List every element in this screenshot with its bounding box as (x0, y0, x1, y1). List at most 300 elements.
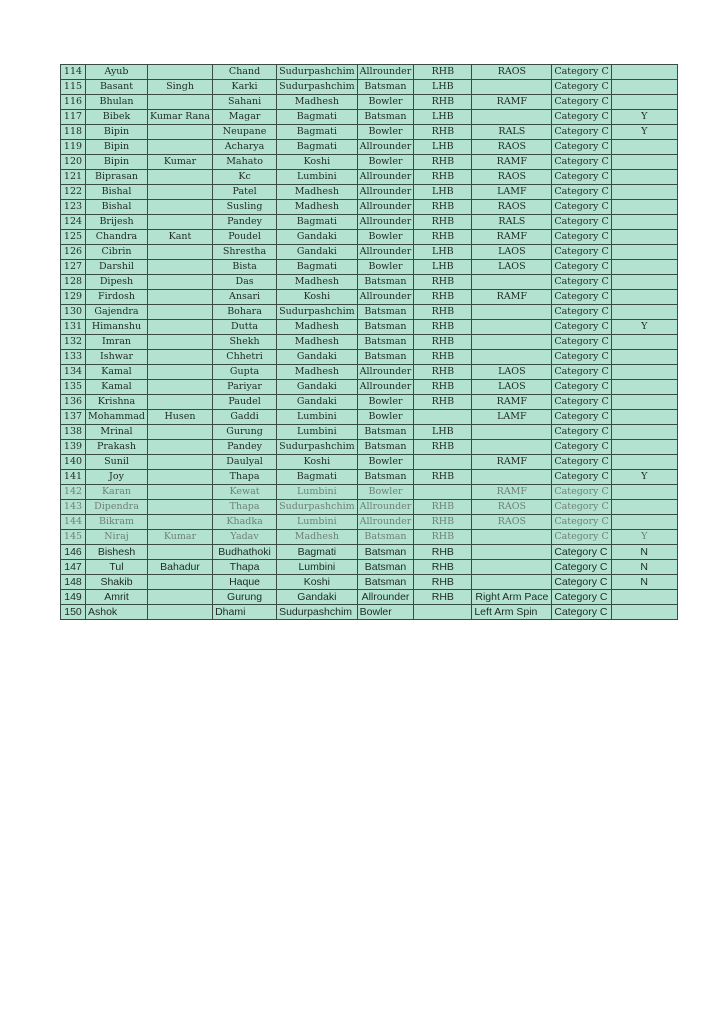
province-cell: Bagmati (277, 260, 358, 275)
batting-cell: LHB (414, 425, 472, 440)
province-cell: Lumbini (277, 410, 358, 425)
province-cell: Gandaki (277, 245, 358, 260)
num-cell: 130 (61, 305, 86, 320)
province-cell: Lumbini (277, 425, 358, 440)
last-name-cell: Kc (213, 170, 277, 185)
bowling-cell: LAOS (472, 365, 552, 380)
flag-cell: N (611, 545, 677, 560)
role-cell: Allrounder (357, 515, 414, 530)
flag-cell (611, 185, 677, 200)
batting-cell: RHB (414, 530, 472, 545)
last-name-cell: Susling (213, 200, 277, 215)
last-name-cell: Mahato (213, 155, 277, 170)
batting-cell (414, 455, 472, 470)
bowling-cell (472, 320, 552, 335)
bowling-cell (472, 530, 552, 545)
bowling-cell: RAOS (472, 170, 552, 185)
flag-cell (611, 290, 677, 305)
province-cell: Gandaki (277, 380, 358, 395)
table-row (61, 560, 678, 575)
bowling-cell (472, 335, 552, 350)
middle-name-cell (148, 575, 213, 590)
table-row (61, 230, 678, 245)
batting-cell: RHB (414, 575, 472, 590)
bowling-cell: RAOS (472, 200, 552, 215)
category-cell: Category C (552, 350, 611, 365)
role-cell: Bowler (357, 395, 414, 410)
num-cell: 139 (61, 440, 86, 455)
first-name-cell: Dipendra (86, 500, 148, 515)
bowling-cell (472, 305, 552, 320)
table-row (61, 185, 678, 200)
num-cell: 127 (61, 260, 86, 275)
last-name-cell: Chhetri (213, 350, 277, 365)
role-cell: Batsman (357, 350, 414, 365)
middle-name-cell (148, 605, 213, 620)
table-row (61, 215, 678, 230)
batting-cell: RHB (414, 275, 472, 290)
category-cell: Category C (552, 200, 611, 215)
batting-cell: RHB (414, 515, 472, 530)
category-cell: Category C (552, 275, 611, 290)
num-cell: 143 (61, 500, 86, 515)
bowling-cell: LAOS (472, 245, 552, 260)
bowling-cell: RALS (472, 215, 552, 230)
bowling-cell: Right Arm Pace (472, 590, 552, 605)
bowling-cell (472, 545, 552, 560)
first-name-cell: Bikram (86, 515, 148, 530)
role-cell: Allrounder (357, 245, 414, 260)
batting-cell: LHB (414, 245, 472, 260)
last-name-cell: Dhami (213, 605, 277, 620)
table-row (61, 125, 678, 140)
role-cell: Bowler (357, 230, 414, 245)
category-cell: Category C (552, 110, 611, 125)
middle-name-cell: Kumar (148, 530, 213, 545)
category-cell: Category C (552, 260, 611, 275)
num-cell: 124 (61, 215, 86, 230)
role-cell: Batsman (357, 425, 414, 440)
role-cell: Batsman (357, 440, 414, 455)
first-name-cell: Dipesh (86, 275, 148, 290)
num-cell: 148 (61, 575, 86, 590)
bowling-cell (472, 560, 552, 575)
batting-cell: LHB (414, 110, 472, 125)
last-name-cell: Magar (213, 110, 277, 125)
batting-cell: RHB (414, 305, 472, 320)
role-cell: Batsman (357, 110, 414, 125)
num-cell: 144 (61, 515, 86, 530)
province-cell: Gandaki (277, 350, 358, 365)
category-cell: Category C (552, 230, 611, 245)
middle-name-cell (148, 260, 213, 275)
role-cell: Bowler (357, 485, 414, 500)
middle-name-cell (148, 245, 213, 260)
num-cell: 140 (61, 455, 86, 470)
first-name-cell: Ashok (86, 605, 148, 620)
province-cell: Madhesh (277, 95, 358, 110)
category-cell: Category C (552, 425, 611, 440)
flag-cell (611, 515, 677, 530)
last-name-cell: Haque (213, 575, 277, 590)
last-name-cell: Gurung (213, 425, 277, 440)
flag-cell (611, 605, 677, 620)
province-cell: Madhesh (277, 275, 358, 290)
bowling-cell: RAMF (472, 230, 552, 245)
table-row (61, 575, 678, 590)
bowling-cell (472, 275, 552, 290)
bowling-cell (472, 440, 552, 455)
category-cell: Category C (552, 470, 611, 485)
batting-cell: RHB (414, 560, 472, 575)
table-row (61, 455, 678, 470)
table-row (61, 320, 678, 335)
last-name-cell: Thapa (213, 500, 277, 515)
middle-name-cell (148, 395, 213, 410)
num-cell: 147 (61, 560, 86, 575)
flag-cell (611, 80, 677, 95)
last-name-cell: Shrestha (213, 245, 277, 260)
num-cell: 145 (61, 530, 86, 545)
province-cell: Koshi (277, 290, 358, 305)
num-cell: 126 (61, 245, 86, 260)
flag-cell (611, 305, 677, 320)
category-cell: Category C (552, 245, 611, 260)
flag-cell: N (611, 575, 677, 590)
last-name-cell: Gaddi (213, 410, 277, 425)
category-cell: Category C (552, 500, 611, 515)
middle-name-cell (148, 455, 213, 470)
batting-cell: RHB (414, 350, 472, 365)
num-cell: 128 (61, 275, 86, 290)
batting-cell: RHB (414, 170, 472, 185)
middle-name-cell (148, 185, 213, 200)
bowling-cell: RAMF (472, 485, 552, 500)
num-cell: 138 (61, 425, 86, 440)
province-cell: Lumbini (277, 170, 358, 185)
first-name-cell: Firdosh (86, 290, 148, 305)
table-row (61, 425, 678, 440)
last-name-cell: Thapa (213, 560, 277, 575)
middle-name-cell (148, 65, 213, 80)
last-name-cell: Bista (213, 260, 277, 275)
first-name-cell: Kamal (86, 365, 148, 380)
bowling-cell (472, 470, 552, 485)
flag-cell (611, 350, 677, 365)
middle-name-cell (148, 290, 213, 305)
batting-cell: RHB (414, 320, 472, 335)
middle-name-cell (148, 335, 213, 350)
province-cell: Gandaki (277, 590, 358, 605)
category-cell: Category C (552, 410, 611, 425)
middle-name-cell (148, 275, 213, 290)
table-row (61, 200, 678, 215)
category-cell: Category C (552, 485, 611, 500)
table-row (61, 245, 678, 260)
last-name-cell: Kewat (213, 485, 277, 500)
flag-cell (611, 440, 677, 455)
category-cell: Category C (552, 155, 611, 170)
role-cell: Allrounder (357, 365, 414, 380)
bowling-cell: LAMF (472, 410, 552, 425)
province-cell: Sudurpashchim (277, 80, 358, 95)
num-cell: 115 (61, 80, 86, 95)
bowling-cell: LAOS (472, 260, 552, 275)
first-name-cell: Krishna (86, 395, 148, 410)
bowling-cell: LAMF (472, 185, 552, 200)
num-cell: 121 (61, 170, 86, 185)
last-name-cell: Paudel (213, 395, 277, 410)
table-row (61, 380, 678, 395)
table-row (61, 515, 678, 530)
category-cell: Category C (552, 335, 611, 350)
last-name-cell: Thapa (213, 470, 277, 485)
province-cell: Bagmati (277, 125, 358, 140)
bowling-cell: Left Arm Spin (472, 605, 552, 620)
category-cell: Category C (552, 545, 611, 560)
batting-cell: RHB (414, 230, 472, 245)
province-cell: Lumbini (277, 560, 358, 575)
bowling-cell (472, 110, 552, 125)
num-cell: 149 (61, 590, 86, 605)
role-cell: Batsman (357, 320, 414, 335)
category-cell: Category C (552, 440, 611, 455)
num-cell: 150 (61, 605, 86, 620)
first-name-cell: Himanshu (86, 320, 148, 335)
role-cell: Bowler (357, 605, 414, 620)
role-cell: Bowler (357, 125, 414, 140)
province-cell: Madhesh (277, 320, 358, 335)
middle-name-cell (148, 140, 213, 155)
last-name-cell: Gupta (213, 365, 277, 380)
table-row (61, 95, 678, 110)
province-cell: Sudurpashchim (277, 440, 358, 455)
first-name-cell: Ishwar (86, 350, 148, 365)
batting-cell: RHB (414, 215, 472, 230)
province-cell: Sudurpashchim (277, 305, 358, 320)
bowling-cell: RAMF (472, 395, 552, 410)
table-row (61, 410, 678, 425)
first-name-cell: Bipin (86, 140, 148, 155)
flag-cell: Y (611, 470, 677, 485)
flag-cell (611, 95, 677, 110)
table-row (61, 590, 678, 605)
table-row (61, 440, 678, 455)
first-name-cell: Biprasan (86, 170, 148, 185)
last-name-cell: Pandey (213, 440, 277, 455)
num-cell: 118 (61, 125, 86, 140)
num-cell: 131 (61, 320, 86, 335)
middle-name-cell (148, 200, 213, 215)
middle-name-cell (148, 485, 213, 500)
table-row (61, 260, 678, 275)
role-cell: Allrounder (357, 590, 414, 605)
middle-name-cell: Kant (148, 230, 213, 245)
role-cell: Batsman (357, 560, 414, 575)
bowling-cell (472, 80, 552, 95)
flag-cell (611, 170, 677, 185)
category-cell: Category C (552, 320, 611, 335)
role-cell: Batsman (357, 275, 414, 290)
flag-cell (611, 230, 677, 245)
category-cell: Category C (552, 140, 611, 155)
province-cell: Lumbini (277, 485, 358, 500)
last-name-cell: Pariyar (213, 380, 277, 395)
middle-name-cell (148, 545, 213, 560)
first-name-cell: Mrinal (86, 425, 148, 440)
province-cell: Madhesh (277, 335, 358, 350)
role-cell: Allrounder (357, 185, 414, 200)
category-cell: Category C (552, 170, 611, 185)
batting-cell (414, 605, 472, 620)
table-row (61, 605, 678, 620)
first-name-cell: Bibek (86, 110, 148, 125)
province-cell: Koshi (277, 575, 358, 590)
first-name-cell: Bipin (86, 155, 148, 170)
batting-cell: RHB (414, 200, 472, 215)
flag-cell (611, 455, 677, 470)
table-row (61, 290, 678, 305)
first-name-cell: Bhulan (86, 95, 148, 110)
category-cell: Category C (552, 65, 611, 80)
last-name-cell: Chand (213, 65, 277, 80)
flag-cell: Y (611, 530, 677, 545)
flag-cell (611, 395, 677, 410)
middle-name-cell (148, 470, 213, 485)
last-name-cell: Poudel (213, 230, 277, 245)
batting-cell: RHB (414, 545, 472, 560)
middle-name-cell (148, 425, 213, 440)
role-cell: Allrounder (357, 65, 414, 80)
middle-name-cell (148, 440, 213, 455)
province-cell: Madhesh (277, 185, 358, 200)
batting-cell: RHB (414, 290, 472, 305)
first-name-cell: Bishal (86, 185, 148, 200)
table-row (61, 335, 678, 350)
category-cell: Category C (552, 560, 611, 575)
bowling-cell: RAMF (472, 95, 552, 110)
role-cell: Bowler (357, 410, 414, 425)
category-cell: Category C (552, 80, 611, 95)
last-name-cell: Yadav (213, 530, 277, 545)
first-name-cell: Niraj (86, 530, 148, 545)
batting-cell: RHB (414, 155, 472, 170)
province-cell: Lumbini (277, 515, 358, 530)
batting-cell: LHB (414, 140, 472, 155)
middle-name-cell (148, 350, 213, 365)
last-name-cell: Daulyal (213, 455, 277, 470)
flag-cell (611, 215, 677, 230)
role-cell: Batsman (357, 575, 414, 590)
first-name-cell: Imran (86, 335, 148, 350)
province-cell: Gandaki (277, 395, 358, 410)
role-cell: Bowler (357, 455, 414, 470)
num-cell: 114 (61, 65, 86, 80)
num-cell: 135 (61, 380, 86, 395)
middle-name-cell (148, 305, 213, 320)
table-row (61, 305, 678, 320)
province-cell: Gandaki (277, 230, 358, 245)
first-name-cell: Bipin (86, 125, 148, 140)
role-cell: Batsman (357, 545, 414, 560)
province-cell: Sudurpashchim (277, 605, 358, 620)
batting-cell: RHB (414, 380, 472, 395)
first-name-cell: Kamal (86, 380, 148, 395)
last-name-cell: Karki (213, 80, 277, 95)
first-name-cell: Amrit (86, 590, 148, 605)
bowling-cell: RALS (472, 125, 552, 140)
batting-cell: LHB (414, 185, 472, 200)
batting-cell: RHB (414, 395, 472, 410)
batting-cell (414, 410, 472, 425)
province-cell: Sudurpashchim (277, 65, 358, 80)
middle-name-cell (148, 590, 213, 605)
role-cell: Allrounder (357, 215, 414, 230)
bowling-cell: RAOS (472, 140, 552, 155)
table-row (61, 65, 678, 80)
num-cell: 134 (61, 365, 86, 380)
category-cell: Category C (552, 575, 611, 590)
flag-cell (611, 65, 677, 80)
last-name-cell: Shekh (213, 335, 277, 350)
role-cell: Batsman (357, 305, 414, 320)
category-cell: Category C (552, 365, 611, 380)
role-cell: Bowler (357, 155, 414, 170)
first-name-cell: Gajendra (86, 305, 148, 320)
role-cell: Batsman (357, 470, 414, 485)
table-row (61, 155, 678, 170)
first-name-cell: Cibrin (86, 245, 148, 260)
flag-cell (611, 260, 677, 275)
table-row (61, 275, 678, 290)
flag-cell (611, 335, 677, 350)
last-name-cell: Budhathoki (213, 545, 277, 560)
last-name-cell: Patel (213, 185, 277, 200)
first-name-cell: Sunil (86, 455, 148, 470)
table-row (61, 485, 678, 500)
first-name-cell: Shakib (86, 575, 148, 590)
category-cell: Category C (552, 185, 611, 200)
last-name-cell: Pandey (213, 215, 277, 230)
num-cell: 137 (61, 410, 86, 425)
middle-name-cell (148, 215, 213, 230)
bowling-cell: RAMF (472, 455, 552, 470)
flag-cell (611, 500, 677, 515)
last-name-cell: Acharya (213, 140, 277, 155)
player-table (60, 64, 678, 620)
last-name-cell: Neupane (213, 125, 277, 140)
category-cell: Category C (552, 380, 611, 395)
province-cell: Bagmati (277, 110, 358, 125)
flag-cell (611, 485, 677, 500)
category-cell: Category C (552, 395, 611, 410)
table-row (61, 530, 678, 545)
province-cell: Koshi (277, 455, 358, 470)
batting-cell: RHB (414, 365, 472, 380)
category-cell: Category C (552, 530, 611, 545)
province-cell: Bagmati (277, 140, 358, 155)
middle-name-cell: Husen (148, 410, 213, 425)
batting-cell (414, 485, 472, 500)
flag-cell (611, 425, 677, 440)
num-cell: 136 (61, 395, 86, 410)
middle-name-cell (148, 515, 213, 530)
role-cell: Allrounder (357, 140, 414, 155)
last-name-cell: Das (213, 275, 277, 290)
category-cell: Category C (552, 515, 611, 530)
role-cell: Batsman (357, 530, 414, 545)
table-row (61, 80, 678, 95)
